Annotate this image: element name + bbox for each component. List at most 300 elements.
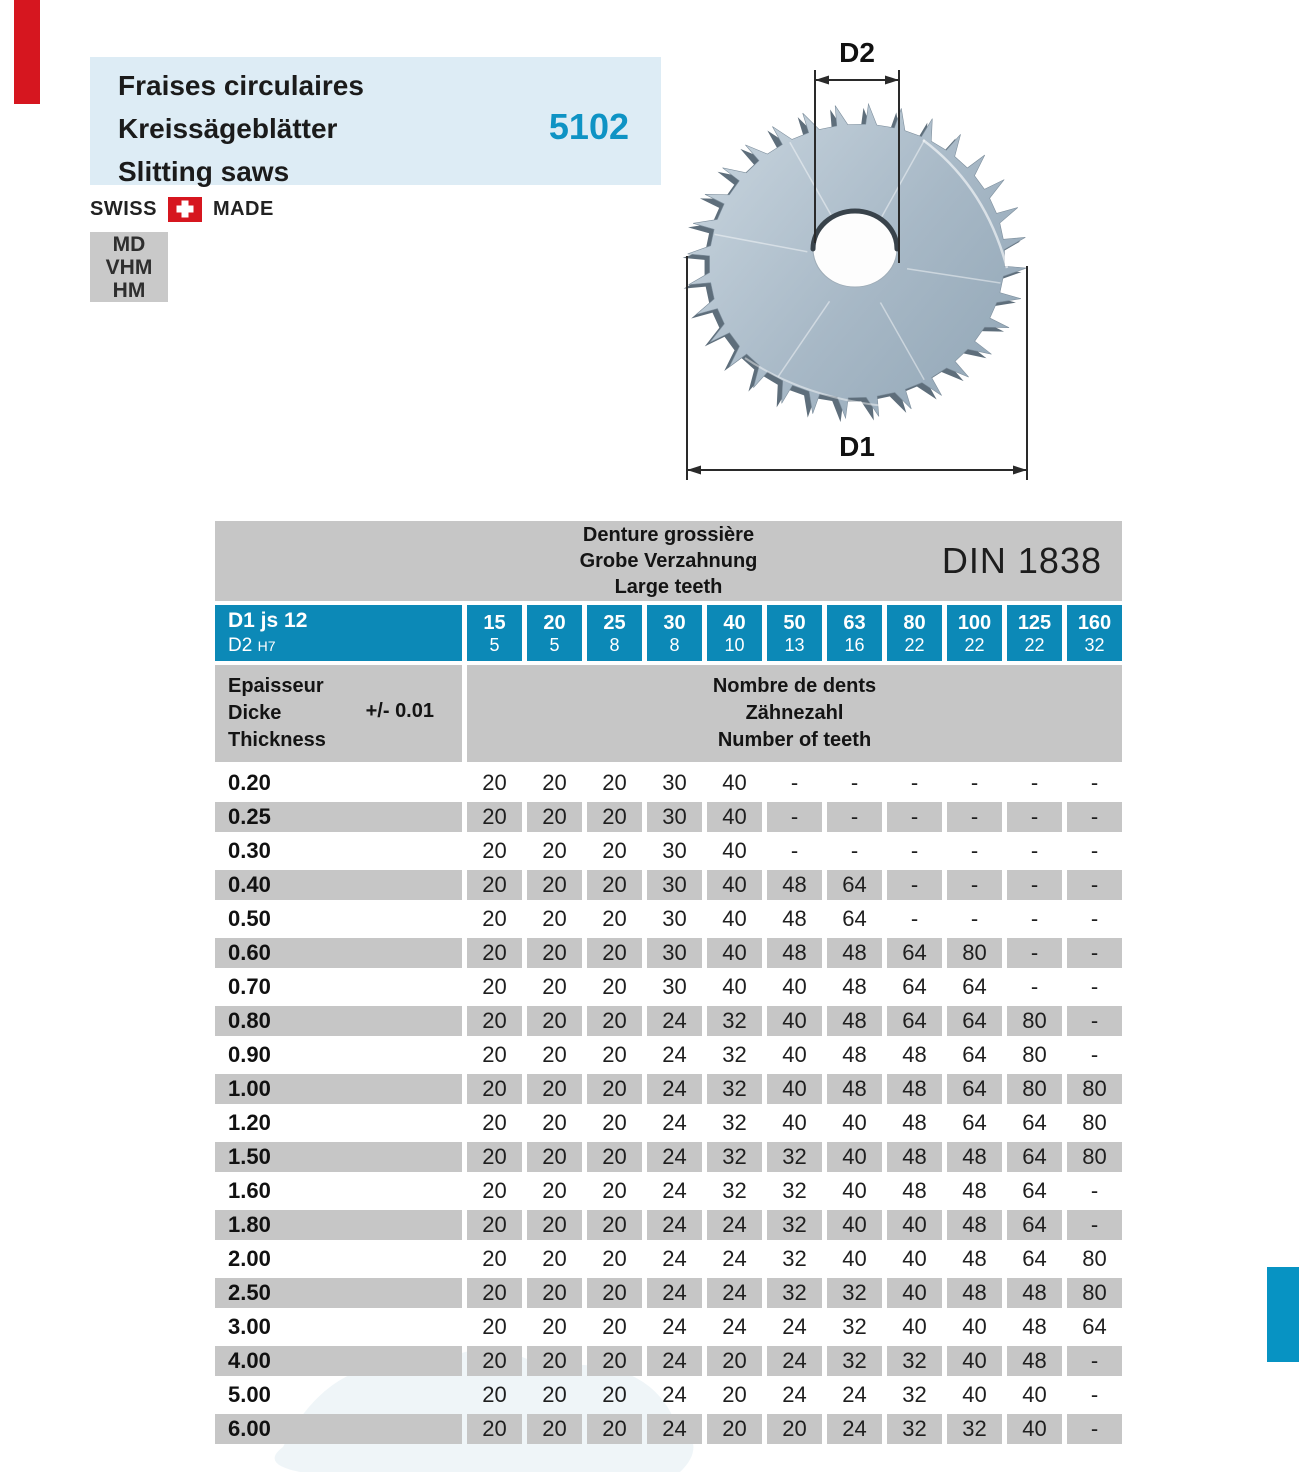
teeth-count-cell: 80: [947, 938, 1002, 968]
teeth-count-cell: 20: [722, 1382, 747, 1407]
teeth-count-cell: 48: [827, 1006, 882, 1036]
teeth-count-cell: -: [767, 802, 822, 832]
teeth-count-cell: -: [970, 770, 979, 795]
thickness-cell: 3.00: [228, 1314, 271, 1339]
teeth-count-cell: -: [1067, 1210, 1122, 1240]
teeth-count-cell: 20: [482, 1042, 507, 1067]
teeth-count-cell: 30: [662, 770, 687, 795]
dim-d2-value: 5: [549, 634, 560, 655]
teeth-count-cell: 40: [842, 1246, 867, 1271]
teeth-count-cell: 32: [947, 1414, 1002, 1444]
teeth-count-cell: 30: [662, 838, 687, 863]
swiss-flag-icon: [168, 197, 202, 222]
dim-column-100: [947, 605, 1002, 661]
dim-d2-value: 10: [724, 634, 745, 655]
teeth-count-cell: 20: [602, 1314, 627, 1339]
table-row: [215, 1074, 1122, 1104]
dim-d1-value: 40: [723, 611, 746, 634]
thickness-cell: 2.50: [215, 1278, 462, 1308]
table-row: [215, 1142, 1122, 1172]
teeth-count-cell: 20: [482, 906, 507, 931]
teeth-count-cell: 48: [827, 938, 882, 968]
diameter-header-row: [215, 605, 1122, 661]
teeth-count-cell: 24: [722, 1246, 747, 1271]
teeth-count-cell: 20: [587, 1414, 642, 1444]
teeth-count-cell: -: [887, 870, 942, 900]
teeth-count-cell: -: [1090, 1178, 1099, 1203]
dim-column-125: [1007, 605, 1062, 661]
teeth-count-cell: 30: [647, 870, 702, 900]
thickness-cell: 0.90: [228, 1042, 271, 1067]
dim-column-30: [647, 605, 702, 661]
teeth-count-cell: 48: [767, 938, 822, 968]
dim-d2-value: 16: [844, 634, 865, 655]
table-row: [215, 1210, 1122, 1240]
dim-d1-value: 100: [957, 611, 992, 634]
teeth-count-cell: 48: [1007, 1278, 1062, 1308]
teeth-line-english: Number of teeth: [717, 729, 872, 751]
teeth-count-cell: -: [910, 838, 919, 863]
teeth-count-cell: 20: [707, 1414, 762, 1444]
teeth-count-cell: 24: [722, 1314, 747, 1339]
dim-column-25: [587, 605, 642, 661]
thickness-cell: 0.20: [228, 770, 271, 795]
teeth-count-cell: 20: [707, 1346, 762, 1376]
dim-d1-value: 15: [483, 611, 506, 634]
band-line-german: Grobe Verzahnung: [579, 550, 758, 572]
dim-column-15: [467, 605, 522, 661]
teeth-count-cell: 24: [647, 1346, 702, 1376]
materials-box: [90, 232, 168, 302]
teeth-count-cell: 64: [887, 938, 942, 968]
table-row: [215, 1176, 1122, 1206]
table-row: [215, 1312, 1122, 1342]
title-french: Fraises circulaires: [118, 70, 364, 101]
teeth-count-cell: 24: [782, 1382, 807, 1407]
teeth-count-cell: 20: [587, 1006, 642, 1036]
table-row: [215, 1040, 1122, 1070]
teeth-count-cell: -: [1007, 802, 1062, 832]
teeth-count-cell: 40: [842, 1110, 867, 1135]
teeth-count-cell: 40: [767, 1074, 822, 1104]
teeth-count-cell: 20: [482, 1314, 507, 1339]
teeth-count-cell: 20: [542, 974, 567, 999]
teeth-count-cell: 40: [707, 802, 762, 832]
teeth-count-cell: 20: [602, 974, 627, 999]
teeth-count-cell: 48: [962, 1178, 987, 1203]
teeth-count-cell: 30: [647, 802, 702, 832]
teeth-count-cell: 20: [527, 1346, 582, 1376]
teeth-count-cell: 20: [602, 1110, 627, 1135]
teeth-count-cell: 24: [647, 1074, 702, 1104]
dim-column-160: [1067, 605, 1122, 661]
teeth-count-cell: 32: [887, 1414, 942, 1444]
teeth-count-cell: 48: [962, 1246, 987, 1271]
teeth-count-cell: 24: [707, 1278, 762, 1308]
teeth-count-cell: 24: [707, 1210, 762, 1240]
thickness-cell: 0.25: [215, 802, 462, 832]
dim-d2-value: 8: [669, 634, 680, 655]
teeth-count-cell: 20: [542, 1110, 567, 1135]
teeth-count-cell: 20: [482, 1382, 507, 1407]
swiss-label: SWISS: [90, 197, 157, 220]
teeth-count-cell: -: [1030, 770, 1039, 795]
teeth-count-cell: 20: [587, 1278, 642, 1308]
teeth-count-cell: 40: [707, 938, 762, 968]
teeth-count-cell: 24: [662, 1042, 687, 1067]
title-english: Slitting saws: [118, 156, 290, 187]
teeth-count-cell: -: [850, 838, 859, 863]
teeth-count-cell: 80: [1007, 1074, 1062, 1104]
teeth-count-cell: 20: [602, 1042, 627, 1067]
thickness-cell: 0.70: [228, 974, 271, 999]
d1-label: D1: [839, 431, 875, 462]
teeth-count-cell: 80: [1022, 1042, 1047, 1067]
teeth-count-cell: 40: [842, 1178, 867, 1203]
teeth-count-cell: 20: [587, 1346, 642, 1376]
teeth-count-cell: -: [947, 870, 1002, 900]
teeth-count-cell: 20: [542, 838, 567, 863]
teeth-count-cell: 20: [467, 870, 522, 900]
dim-d2-value: 22: [964, 634, 985, 655]
teeth-count-cell: 64: [1022, 1178, 1047, 1203]
teeth-count-cell: 64: [962, 1110, 987, 1135]
teeth-count-cell: 24: [662, 1314, 687, 1339]
din-standard-label: DIN 1838: [941, 540, 1102, 581]
dim-d1-value: 30: [663, 611, 686, 634]
teeth-count-cell: -: [947, 802, 1002, 832]
band-line-french: Denture grossière: [582, 524, 755, 546]
teeth-count-cell: 24: [842, 1382, 867, 1407]
teeth-count-cell: 32: [722, 1110, 747, 1135]
thickness-line-german: Dicke: [228, 702, 282, 724]
teeth-count-cell: 32: [767, 1142, 822, 1172]
teeth-count-cell: 20: [542, 906, 567, 931]
teeth-count-cell: 64: [842, 906, 867, 931]
teeth-count-cell: 40: [722, 974, 747, 999]
teeth-count-cell: 20: [527, 1414, 582, 1444]
teeth-count-cell: 20: [587, 1210, 642, 1240]
teeth-count-cell: 20: [602, 906, 627, 931]
teeth-count-cell: 20: [602, 838, 627, 863]
thickness-header-row: [215, 665, 1122, 762]
teeth-count-cell: 32: [722, 1042, 747, 1067]
thickness-cell: 0.30: [228, 838, 271, 863]
teeth-count-cell: 32: [767, 1210, 822, 1240]
teeth-count-cell: -: [1007, 870, 1062, 900]
teeth-count-cell: 48: [947, 1278, 1002, 1308]
teeth-count-cell: 40: [722, 770, 747, 795]
dim-d1-value: 125: [1017, 611, 1052, 634]
teeth-count-cell: 64: [1007, 1142, 1062, 1172]
teeth-count-cell: 32: [767, 1278, 822, 1308]
table-row: [215, 768, 1122, 798]
d2-label: D2: [839, 37, 875, 68]
teeth-count-cell: 20: [467, 938, 522, 968]
teeth-count-cell: 48: [842, 1042, 867, 1067]
teeth-count-cell: -: [850, 770, 859, 795]
teeth-count-cell: -: [910, 906, 919, 931]
teeth-count-cell: 20: [602, 1382, 627, 1407]
teeth-count-cell: 20: [587, 870, 642, 900]
teeth-count-cell: -: [1090, 1042, 1099, 1067]
teeth-count-cell: 20: [467, 1210, 522, 1240]
dim-d2-value: 13: [784, 634, 805, 655]
d1-arrowhead-right: [1013, 466, 1027, 475]
d2-spec-text: D2: [228, 635, 253, 656]
teeth-count-cell: 48: [887, 1074, 942, 1104]
teeth-count-cell: 64: [962, 974, 987, 999]
teeth-count-cell: 24: [767, 1346, 822, 1376]
thickness-tolerance: +/- 0.01: [365, 700, 434, 722]
teeth-count-cell: 80: [1007, 1006, 1062, 1036]
teeth-count-cell: 40: [827, 1142, 882, 1172]
teeth-count-cell: 40: [782, 1042, 807, 1067]
page-edge-tab-blue: [1267, 1267, 1299, 1362]
thickness-cell: 0.80: [215, 1006, 462, 1036]
teeth-count-cell: 40: [722, 838, 747, 863]
thickness-cell: 1.50: [215, 1142, 462, 1172]
teeth-count-cell: -: [1090, 906, 1099, 931]
thickness-cell: 1.20: [228, 1110, 271, 1135]
d2-arrowhead-left: [815, 76, 829, 85]
teeth-count-cell: -: [910, 770, 919, 795]
table-rows: [215, 768, 1122, 1444]
saw-blade-illustration: [655, 28, 1105, 493]
teeth-count-cell: 40: [902, 1314, 927, 1339]
teeth-count-cell: 64: [902, 974, 927, 999]
teeth-count-cell: 20: [527, 802, 582, 832]
teeth-count-cell: -: [1067, 1006, 1122, 1036]
table-row: [215, 1346, 1122, 1376]
table-row: [215, 870, 1122, 900]
teeth-count-cell: 40: [1022, 1382, 1047, 1407]
teeth-count-cell: 32: [902, 1382, 927, 1407]
teeth-count-cell: 32: [842, 1314, 867, 1339]
teeth-count-cell: 20: [587, 1142, 642, 1172]
teeth-count-cell: 64: [947, 1006, 1002, 1036]
teeth-count-cell: 64: [1022, 1246, 1047, 1271]
teeth-count-cell: 20: [527, 1210, 582, 1240]
table-row: [215, 1108, 1122, 1138]
teeth-count-cell: -: [1090, 1382, 1099, 1407]
teeth-count-cell: 30: [662, 974, 687, 999]
table-row: [215, 1414, 1122, 1444]
table-row: [215, 802, 1122, 832]
teeth-count-cell: 48: [947, 1210, 1002, 1240]
thickness-cell: 0.60: [215, 938, 462, 968]
teeth-count-cell: 48: [902, 1110, 927, 1135]
teeth-count-cell: 20: [527, 1074, 582, 1104]
teeth-count-cell: 20: [467, 1278, 522, 1308]
teeth-count-cell: 40: [962, 1314, 987, 1339]
teeth-count-cell: 24: [662, 1382, 687, 1407]
teeth-count-cell: 48: [767, 870, 822, 900]
teeth-count-cell: 32: [827, 1278, 882, 1308]
teeth-count-cell: 24: [827, 1414, 882, 1444]
teeth-count-cell: 48: [887, 1142, 942, 1172]
teeth-count-cell: 64: [827, 870, 882, 900]
teeth-header: [467, 665, 1122, 762]
teeth-count-cell: -: [887, 802, 942, 832]
thickness-line-french: Epaisseur: [228, 675, 324, 697]
teeth-count-cell: 24: [647, 1414, 702, 1444]
teeth-count-cell: 20: [482, 770, 507, 795]
teeth-count-cell: 64: [947, 1074, 1002, 1104]
teeth-count-cell: 20: [587, 1074, 642, 1104]
thickness-header-left: [215, 665, 462, 762]
teeth-count-cell: 20: [467, 1142, 522, 1172]
teeth-count-cell: 40: [827, 1210, 882, 1240]
teeth-count-cell: 20: [767, 1414, 822, 1444]
teeth-count-cell: 80: [1067, 1142, 1122, 1172]
d2-spec-label: [228, 634, 462, 658]
thickness-cell: 1.80: [215, 1210, 462, 1240]
teeth-count-cell: -: [1067, 938, 1122, 968]
teeth-count-cell: 20: [482, 838, 507, 863]
dim-d1-value: 50: [783, 611, 806, 634]
thickness-cell: 4.00: [215, 1346, 462, 1376]
teeth-count-cell: 20: [467, 802, 522, 832]
teeth-count-cell: 24: [647, 1142, 702, 1172]
teeth-count-cell: -: [1067, 1414, 1122, 1444]
thickness-cell: 2.00: [228, 1246, 271, 1271]
teeth-count-cell: -: [1090, 838, 1099, 863]
d2-tolerance-text: H7: [257, 638, 276, 654]
teeth-count-cell: 40: [902, 1246, 927, 1271]
teeth-count-cell: -: [970, 906, 979, 931]
title-german: Kreissägeblätter: [118, 113, 338, 144]
teeth-count-cell: 20: [467, 1414, 522, 1444]
teeth-count-cell: 32: [782, 1246, 807, 1271]
teeth-count-cell: -: [1030, 974, 1039, 999]
teeth-count-cell: 20: [542, 1382, 567, 1407]
teeth-count-cell: 20: [542, 1246, 567, 1271]
teeth-count-cell: 80: [1067, 1278, 1122, 1308]
teeth-count-cell: 24: [662, 1110, 687, 1135]
teeth-count-cell: 20: [587, 938, 642, 968]
teeth-count-cell: 20: [467, 1074, 522, 1104]
teeth-count-cell: 64: [887, 1006, 942, 1036]
teeth-count-cell: 48: [782, 906, 807, 931]
teeth-count-cell: 24: [662, 1246, 687, 1271]
table-row: [215, 972, 1122, 1002]
teeth-count-cell: 64: [1022, 1110, 1047, 1135]
swiss-cross-horizontal: [176, 206, 193, 213]
teeth-count-cell: 80: [1082, 1110, 1107, 1135]
title-box: [90, 57, 661, 185]
teeth-count-cell: 20: [467, 1006, 522, 1036]
teeth-count-cell: 40: [767, 1006, 822, 1036]
teeth-count-cell: 20: [527, 1142, 582, 1172]
made-label: MADE: [212, 197, 274, 220]
teeth-count-cell: 24: [647, 1006, 702, 1036]
teeth-count-cell: 30: [662, 906, 687, 931]
teeth-count-cell: 32: [782, 1178, 807, 1203]
teeth-count-cell: -: [790, 838, 799, 863]
teeth-count-cell: 40: [887, 1278, 942, 1308]
teeth-count-cell: 48: [947, 1142, 1002, 1172]
dim-d1-value: 80: [903, 611, 926, 634]
teeth-count-cell: 20: [542, 770, 567, 795]
teeth-count-cell: 32: [722, 1178, 747, 1203]
teeth-count-cell: 20: [527, 938, 582, 968]
teeth-count-cell: 24: [782, 1314, 807, 1339]
teeth-count-cell: -: [970, 838, 979, 863]
teeth-count-cell: 40: [722, 906, 747, 931]
thickness-cell: 5.00: [228, 1382, 271, 1407]
teeth-count-cell: 48: [902, 1178, 927, 1203]
teeth-count-cell: -: [1030, 838, 1039, 863]
teeth-count-cell: 48: [842, 974, 867, 999]
teeth-count-cell: -: [1090, 974, 1099, 999]
table-row: [215, 938, 1122, 968]
page-edge-marker-red: [14, 0, 40, 104]
teeth-count-cell: 32: [707, 1142, 762, 1172]
d1-spec-label: D1 js 12: [228, 609, 308, 632]
dim-d2-value: 5: [489, 634, 500, 655]
teeth-count-cell: 20: [482, 1110, 507, 1135]
dim-d1-value: 160: [1077, 611, 1112, 634]
teeth-count-cell: 20: [467, 1346, 522, 1376]
teeth-count-cell: 40: [947, 1346, 1002, 1376]
thickness-cell: 0.40: [215, 870, 462, 900]
teeth-line-french: Nombre de dents: [712, 675, 877, 697]
teeth-count-cell: 48: [827, 1074, 882, 1104]
teeth-count-cell: 20: [542, 1042, 567, 1067]
table-header-band: [215, 521, 1122, 601]
teeth-count-cell: 32: [707, 1006, 762, 1036]
teeth-count-cell: 20: [602, 770, 627, 795]
teeth-count-cell: 80: [1082, 1246, 1107, 1271]
teeth-count-cell: 32: [707, 1074, 762, 1104]
teeth-count-cell: 20: [602, 1246, 627, 1271]
teeth-count-cell: 20: [602, 1178, 627, 1203]
dim-column-40: [707, 605, 762, 661]
dim-column-20: [527, 605, 582, 661]
teeth-count-cell: 20: [482, 1246, 507, 1271]
teeth-count-cell: 20: [527, 1006, 582, 1036]
band-line-english: Large teeth: [614, 576, 723, 598]
teeth-count-cell: -: [1067, 870, 1122, 900]
teeth-count-cell: 80: [1067, 1074, 1122, 1104]
material-vhm: VHM: [105, 255, 153, 279]
teeth-count-cell: 40: [887, 1210, 942, 1240]
teeth-count-cell: 20: [587, 802, 642, 832]
teeth-count-cell: -: [1067, 802, 1122, 832]
thickness-cell: 0.50: [228, 906, 271, 931]
teeth-count-cell: 24: [647, 1210, 702, 1240]
teeth-count-cell: -: [790, 770, 799, 795]
teeth-count-cell: 20: [482, 974, 507, 999]
d2-arrowhead-right: [885, 76, 899, 85]
teeth-count-cell: -: [827, 802, 882, 832]
teeth-count-cell: -: [1030, 906, 1039, 931]
swiss-made-badge: [90, 196, 274, 222]
teeth-count-cell: 64: [1082, 1314, 1107, 1339]
dim-column-50: [767, 605, 822, 661]
teeth-count-cell: 20: [527, 870, 582, 900]
dim-d2-value: 22: [904, 634, 925, 655]
teeth-count-cell: 64: [1007, 1210, 1062, 1240]
table-row: [215, 1244, 1122, 1274]
specifications-table: [215, 521, 1122, 1448]
teeth-count-cell: 48: [1022, 1314, 1047, 1339]
thickness-cell: 1.00: [215, 1074, 462, 1104]
teeth-count-cell: 32: [887, 1346, 942, 1376]
material-hm: HM: [112, 278, 146, 302]
teeth-count-cell: 40: [707, 870, 762, 900]
